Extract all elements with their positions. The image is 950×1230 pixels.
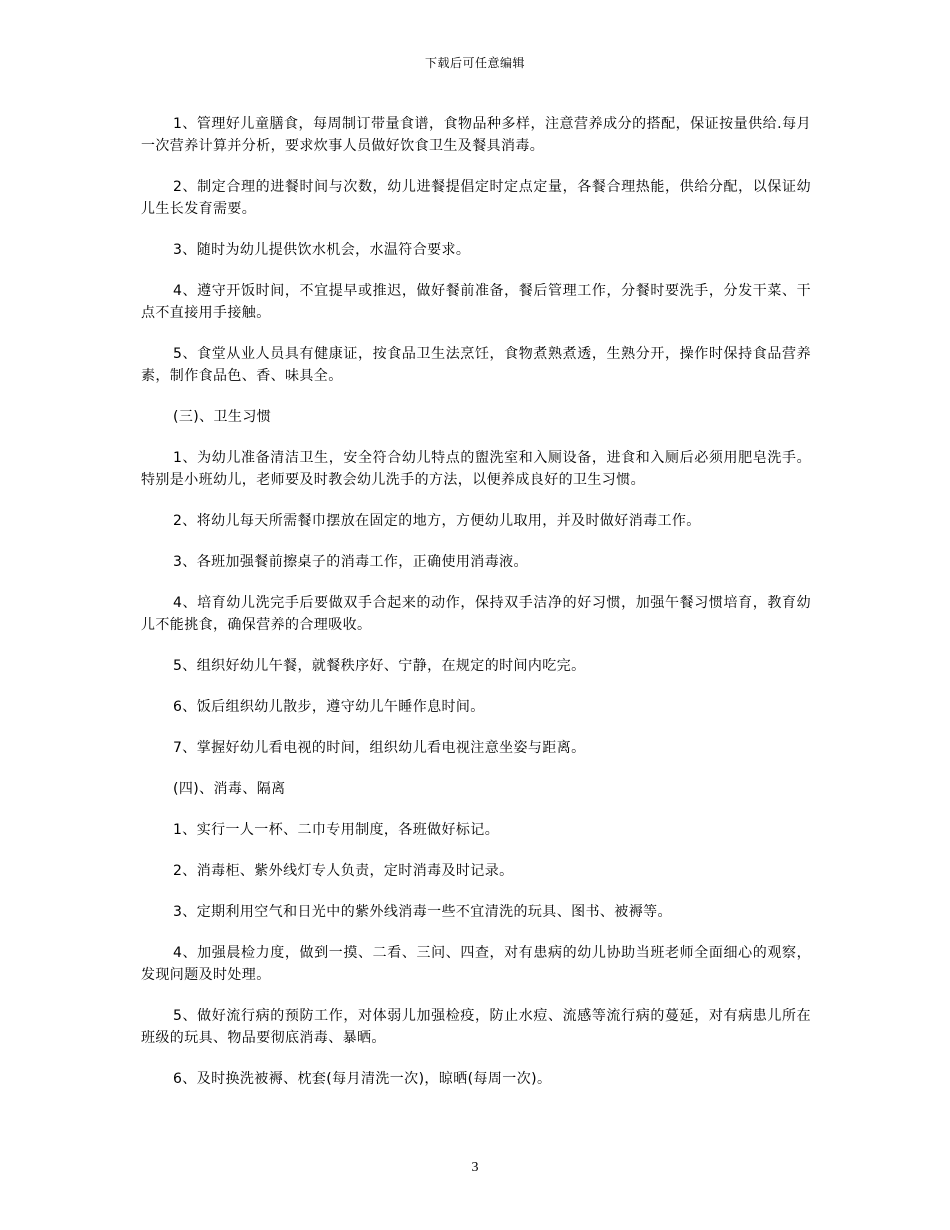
paragraph: 4、遵守开饭时间，不宜提早或推迟，做好餐前准备，餐后管理工作，分餐时要洗手，分发干菜、干点不直接用手接触。: [141, 283, 811, 321]
page-header: 下载后可任意编辑: [424, 56, 525, 70]
paragraph: 4、培育幼儿洗完手后要做双手合起来的动作，保持双手洁净的好习惯，加强午餐习惯培育，教育幼儿不能挑食，确保营养的合理吸收。: [141, 595, 811, 633]
document-body: [141, 113, 811, 1109]
paragraph: 2、消毒柜、紫外线灯专人负责，定时消毒及时记录。: [173, 863, 514, 879]
paragraph: 3、各班加强餐前擦桌子的消毒工作，正确使用消毒液。: [173, 554, 528, 570]
section-heading: (三)、卫生习惯: [173, 409, 272, 425]
paragraph: 7、掌握好幼儿看电视的时间，组织幼儿看电视注意坐姿与距离。: [173, 740, 586, 756]
paragraph: 1、管理好儿童膳食，每周制订带量食谱，食物品种多样，注意营养成分的搭配，保证按量供给.每月一次营养计算并分析，要求炊事人员做好饮食卫生及餐具消毒。: [141, 116, 811, 154]
paragraph: 5、食堂从业人员具有健康证，按食品卫生法烹饪，食物煮熟煮透，生熟分开，操作时保持食品营养素，制作食品色、香、味具全。: [141, 346, 811, 384]
paragraph: 3、定期利用空气和日光中的紫外线消毒一些不宜清洗的玩具、图书、被褥等。: [173, 904, 672, 920]
paragraph: 6、饭后组织幼儿散步，遵守幼儿午睡作息时间。: [173, 699, 485, 715]
paragraph: 1、实行一人一杯、二巾专用制度，各班做好标记。: [173, 822, 500, 838]
paragraph: 3、随时为幼儿提供饮水机会，水温符合要求。: [173, 242, 471, 258]
paragraph: 5、组织好幼儿午餐，就餐秩序好、宁静，在规定的时间内吃完。: [173, 658, 586, 674]
paragraph: 2、制定合理的进餐时间与次数，幼儿进餐提倡定时定点定量，各餐合理热能，供给分配，以保证幼儿生长发育需要。: [141, 179, 811, 217]
paragraph: 4、加强晨检力度，做到一摸、二看、三问、四查，对有患病的幼儿协助当班老师全面细心的观察，发现问题及时处理。: [141, 945, 811, 983]
paragraph: 6、及时换洗被褥、枕套(每月清洗一次)，晾晒(每周一次)。: [173, 1071, 552, 1087]
page-number: 3: [471, 1160, 479, 1175]
paragraph: 5、做好流行病的预防工作，对体弱儿加强检疫，防止水痘、流感等流行病的蔓延，对有病患儿所在班级的玩具、物品要彻底消毒、暴晒。: [141, 1008, 811, 1046]
paragraph: 2、将幼儿每天所需餐巾摆放在固定的地方，方便幼儿取用，并及时做好消毒工作。: [173, 513, 701, 529]
section-heading: (四)、消毒、隔离: [173, 781, 286, 797]
paragraph: 1、为幼儿准备清洁卫生，安全符合幼儿特点的盥洗室和入厕设备，进食和入厕后必须用肥皂洗手。特别是小班幼儿，老师要及时教会幼儿洗手的方法，以便养成良好的卫生习惯。: [141, 450, 811, 488]
